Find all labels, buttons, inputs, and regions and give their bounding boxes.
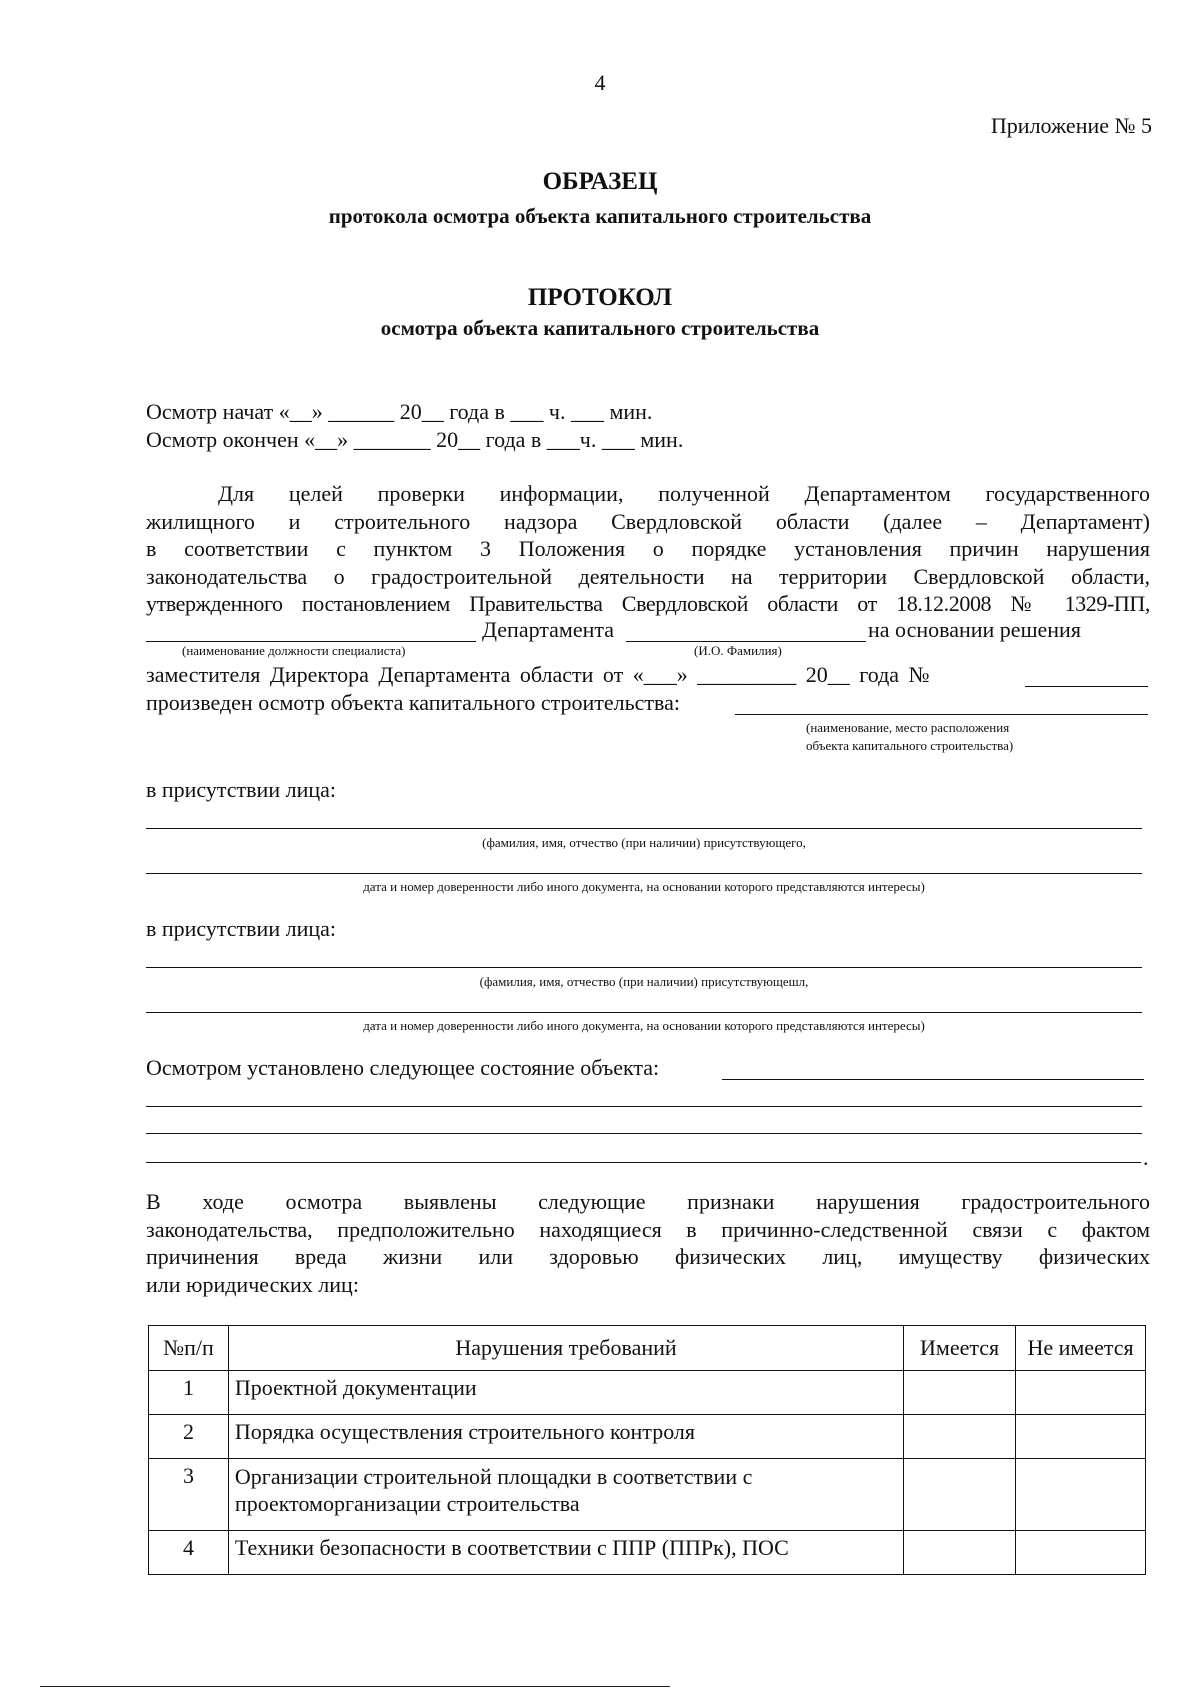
object-field[interactable] xyxy=(735,690,1148,715)
inspection-end-line: Осмотр окончен «__» _______ 20__ года в ___ч. ___ мин. xyxy=(146,427,684,452)
violations-line-2: законодательства, предположительно находящиеся в причинно-следственной связи с фактом xyxy=(146,1216,1150,1242)
intro-paragraph xyxy=(146,480,1150,618)
row-violation: Организации строительной площадки в соответствии с проектоморганизации строительства xyxy=(228,1459,903,1531)
row-number: 1 xyxy=(149,1371,229,1415)
intro-line-5: утвержденного постановлением Правительства Свердловской области от 18.12.2008 № 1329-ПП, xyxy=(146,591,1150,616)
intro-line-1: Для целей проверки информации, полученной Департаментом государственного xyxy=(218,481,1150,506)
position-field[interactable] xyxy=(146,617,476,642)
table-header-row xyxy=(149,1326,1146,1371)
state-field-3[interactable] xyxy=(146,1133,1142,1134)
row-number: 2 xyxy=(149,1415,229,1459)
row-present-cell[interactable] xyxy=(904,1415,1016,1459)
table-row xyxy=(149,1415,1146,1459)
presence-2-name-line[interactable] xyxy=(146,967,1142,968)
object-caption-1: (наименование, место расположения xyxy=(806,720,1010,735)
presence-1-name-caption: (фамилия, имя, отчество (при наличии) присутствующего, xyxy=(482,835,806,850)
row-absent-cell[interactable] xyxy=(1016,1459,1146,1531)
department-word: Департамента xyxy=(482,617,615,642)
presence-2-doc-line[interactable] xyxy=(146,1012,1142,1013)
state-label: Осмотром установлено следующее состояние объекта: xyxy=(146,1055,660,1080)
presence-label-2: в присутствии лица: xyxy=(146,916,337,941)
row-violation: Техники безопасности в соответствии с ППР (ППРк), ПОС xyxy=(228,1531,903,1575)
intro-line-2: жилищного и строительного надзора Свердловской области (далее – Департамент) xyxy=(146,508,1150,534)
row-absent-cell[interactable] xyxy=(1016,1415,1146,1459)
col-header-present: Имеется xyxy=(904,1326,1016,1371)
presence-2-doc-caption: дата и номер доверенности либо иного документа, на основании которого представляются интересы) xyxy=(363,1018,925,1033)
decision-number-field[interactable] xyxy=(1025,662,1148,687)
state-field-2[interactable] xyxy=(146,1106,1142,1107)
presence-2-name-caption: (фамилия, имя, отчество (при наличии) присутствующешл, xyxy=(479,974,809,989)
row-violation: Проектной документации xyxy=(228,1371,903,1415)
intro-line-3: в соответствии с пунктом 3 Положения о порядке установления причин нарушения xyxy=(146,536,1150,561)
decision-basis-text: на основании решения xyxy=(868,617,1081,642)
appendix-label: Приложение № 5 xyxy=(990,113,1152,138)
row-present-cell[interactable] xyxy=(904,1459,1016,1531)
presence-label-1: в присутствии лица: xyxy=(146,777,337,802)
row-violation: Порядка осуществления строительного контроля xyxy=(228,1415,903,1459)
state-end-mark: . xyxy=(1143,1145,1149,1170)
presence-1-doc-caption: дата и номер доверенности либо иного документа, на основании которого представляются интересы) xyxy=(363,879,925,894)
table-row xyxy=(149,1371,1146,1415)
presence-1-doc-line[interactable] xyxy=(146,873,1142,874)
row-number: 4 xyxy=(149,1531,229,1575)
violations-line-3: причинения вреда жизни или здоровью физических лиц, имуществу физических xyxy=(146,1244,1150,1269)
intro-line-4: законодательства о градостроительной деятельности на территории Свердловской области, xyxy=(146,563,1150,589)
protocol-subtitle: осмотра объекта капитального строительства xyxy=(380,316,820,340)
name-caption: (И.О. Фамилия) xyxy=(694,643,782,658)
table-row xyxy=(149,1459,1146,1531)
violations-table xyxy=(148,1325,1146,1575)
row-number: 3 xyxy=(149,1459,229,1531)
table-row xyxy=(149,1531,1146,1575)
violations-line-1: В ходе осмотра выявлены следующие признаки нарушения градостроительного xyxy=(146,1189,1150,1214)
violations-line-4: или юридических лиц: xyxy=(146,1271,359,1297)
protocol-title: ПРОТОКОЛ xyxy=(527,284,673,311)
deputy-director-text: заместителя Директора Департамента области от «___» _________ 20__ года № xyxy=(146,662,930,687)
deputy-director-line xyxy=(146,662,1150,688)
page-number: 4 xyxy=(594,70,606,95)
col-header-absent: Не имеется xyxy=(1016,1326,1146,1371)
inspector-name-field[interactable] xyxy=(626,617,866,642)
object-inspected-text: произведен осмотр объекта капитального строительства: xyxy=(146,690,681,715)
row-present-cell[interactable] xyxy=(904,1371,1016,1415)
violations-paragraph xyxy=(146,1188,1150,1298)
row-absent-cell[interactable] xyxy=(1016,1371,1146,1415)
sample-subtitle: протокола осмотра объекта капитального строительства xyxy=(328,204,872,228)
object-caption-2: объекта капитального строительства) xyxy=(806,738,1014,753)
inspection-start-line: Осмотр начат «__» ______ 20__ года в ___ ч. ___ мин. xyxy=(146,399,653,424)
position-caption: (наименование должности специалиста) xyxy=(182,643,406,658)
col-header-number: №п/п xyxy=(149,1326,229,1371)
sample-title: ОБРАЗЕЦ xyxy=(542,168,658,195)
footnote-divider xyxy=(40,1686,670,1687)
row-present-cell[interactable] xyxy=(904,1531,1016,1575)
row-absent-cell[interactable] xyxy=(1016,1531,1146,1575)
col-header-violation: Нарушения требований xyxy=(228,1326,903,1371)
state-field-4[interactable] xyxy=(146,1162,1141,1163)
presence-1-name-line[interactable] xyxy=(146,828,1142,829)
state-field-1[interactable] xyxy=(722,1055,1144,1080)
